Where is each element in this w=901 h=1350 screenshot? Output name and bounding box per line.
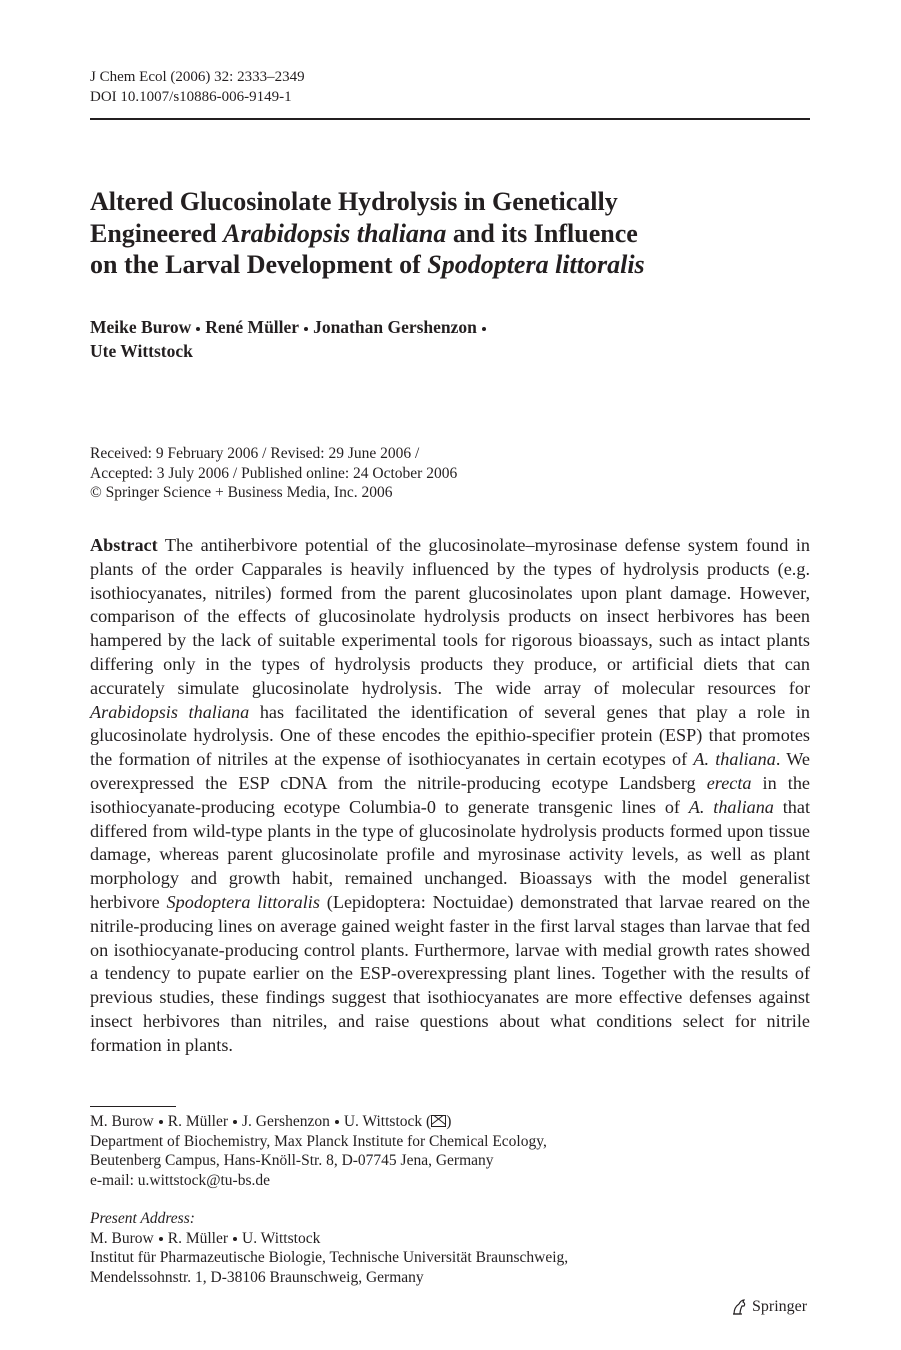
abstract-italic: A. thaliana [693, 749, 776, 770]
abstract-label: Abstract [90, 535, 158, 555]
present-institute: Institut für Pharmazeutische Biologie, Technische Universität Braunschweig, [90, 1249, 569, 1266]
author-name: René Müller [205, 317, 300, 337]
article-dates [90, 444, 457, 503]
affil-paren: ) [446, 1113, 452, 1130]
title-text: on the Larval Development of [90, 250, 428, 279]
abstract-text: that differed from wild-type plants in the type of glucosinolate hydrolysis products formed upon tissue damage, whereas parent glucosinolate profile and myrosinase activity levels, as well as plant morphology and growth habit, remained unchanged. Bioassays with the model generalist herbivore [90, 796, 810, 912]
affiliation-block [90, 1112, 810, 1287]
separator-dot [159, 1120, 163, 1124]
abstract-text: has facilitated the identification of several genes that play a role in glucosinolate hydrolysis. One of these encodes the epithio-specifier protein (ESP) that promotes the formation of nitriles at the expense of isothiocyanates in certain ecotypes of [90, 701, 811, 770]
author-name: Meike Burow [90, 317, 192, 337]
separator-dot [233, 1120, 237, 1124]
separator-dot [233, 1237, 237, 1241]
footnote-rule [90, 1106, 176, 1107]
springer-wordmark: Springer [752, 1298, 808, 1315]
abstract-italic: Arabidopsis thaliana [90, 701, 250, 722]
abstract-text: . We overexpressed the ESP cDNA from the nitrile-producing ecotype Landsberg [90, 749, 810, 793]
springer-logo [730, 1296, 807, 1318]
envelope-icon [431, 1115, 446, 1127]
separator-dot [159, 1237, 163, 1241]
abstract-italic: Spodoptera littoralis [166, 891, 320, 912]
separator-dot [335, 1120, 339, 1124]
abstract-text: (Lepidoptera: Noctuidae) demonstrated that larvae reared on the nitrile-producing lines on average gained weight faster in the first larval stages than larvae that fed on isothiocyanate-producing control plants. Furthermore, larvae with medial growth rates showed a tendency to pupate earlier on the ESP-overexpressing plant lines. Together with the results of previous studies, these findings suggest that isothiocyanates are more effective defenses against insect herbivores than nitriles, and raise questions about what conditions select for nitrile formation in plants. [90, 891, 810, 1055]
journal-doi: DOI 10.1007/s10886-006-9149-1 [90, 89, 292, 105]
affil-author: R. Müller [167, 1113, 229, 1130]
present-authors [90, 1229, 810, 1249]
separator-dot [196, 327, 200, 331]
present-street: Mendelssohnstr. 1, D-38106 Braunschweig, Germany [90, 1268, 424, 1286]
separator-dot [304, 327, 308, 331]
title-text: Engineered [90, 218, 224, 248]
abstract-text: The antiherbivore potential of the glucosinolate–myrosinase defense system found in plants of the order Capparales is heavily influenced by the types of hydrolysis products (e.g. isothiocyanates, nitriles) formed from the parent glucosinolates upon plant damage. However, comparison of the effects of glucosinolate hydrolysis products on insect herbivores has been hampered by the lack of suitable experimental tools for rigorous bioassays, such as intact plants differing only in the types of hydrolysis products they produce, or artificial diets that can accurately simulate glucosinolate hydrolysis. The wide array of molecular resources for [90, 535, 810, 698]
title-species-spodoptera: Spodoptera littoralis [427, 250, 645, 279]
present-author: R. Müller [167, 1229, 229, 1247]
author-list [90, 315, 810, 363]
present-author: U. Wittstock [242, 1229, 321, 1247]
journal-header [90, 67, 305, 107]
article-title [90, 186, 810, 281]
present-address-label: Present Address: [90, 1210, 195, 1227]
affiliation-address: Beutenberg Campus, Hans-Knöll-Str. 8, D-07745 Jena, Germany [90, 1152, 494, 1169]
title-text: and its Influence [446, 218, 638, 248]
abstract [90, 534, 810, 1058]
present-author: M. Burow [90, 1229, 154, 1247]
header-rule [90, 118, 810, 120]
separator-dot [482, 327, 486, 331]
received-revised: Received: 9 February 2006 / Revised: 29 June 2006 / [90, 445, 420, 462]
abstract-text: in the isothiocyanate-producing ecotype Columbia-0 to generate transgenic lines of [90, 772, 810, 817]
affil-author: M. Burow [90, 1113, 154, 1130]
accepted-published: Accepted: 3 July 2006 / Published online: 24 October 2006 [90, 464, 458, 482]
title-species-arabidopsis: Arabidopsis thaliana [223, 218, 447, 248]
journal-citation: J Chem Ecol (2006) 32: 2333–2349 [90, 69, 305, 85]
title-line-1: Altered Glucosinolate Hydrolysis in Genetically [90, 187, 618, 216]
affiliation-authors [90, 1112, 810, 1132]
springer-horse-icon [730, 1298, 748, 1316]
affil-author: J. Gershenzon [242, 1113, 330, 1130]
author-name: Ute Wittstock [90, 341, 193, 361]
copyright: © Springer Science + Business Media, Inc. 2006 [90, 484, 393, 501]
affiliation-email[interactable]: e-mail: u.wittstock@tu-bs.de [90, 1171, 271, 1189]
abstract-italic: erecta [706, 772, 752, 793]
abstract-italic: A. thaliana [688, 796, 774, 817]
affil-author: U. Wittstock ( [343, 1113, 432, 1130]
affiliation-dept: Department of Biochemistry, Max Planck Institute for Chemical Ecology, [90, 1132, 547, 1150]
author-name: Jonathan Gershenzon [313, 317, 477, 337]
